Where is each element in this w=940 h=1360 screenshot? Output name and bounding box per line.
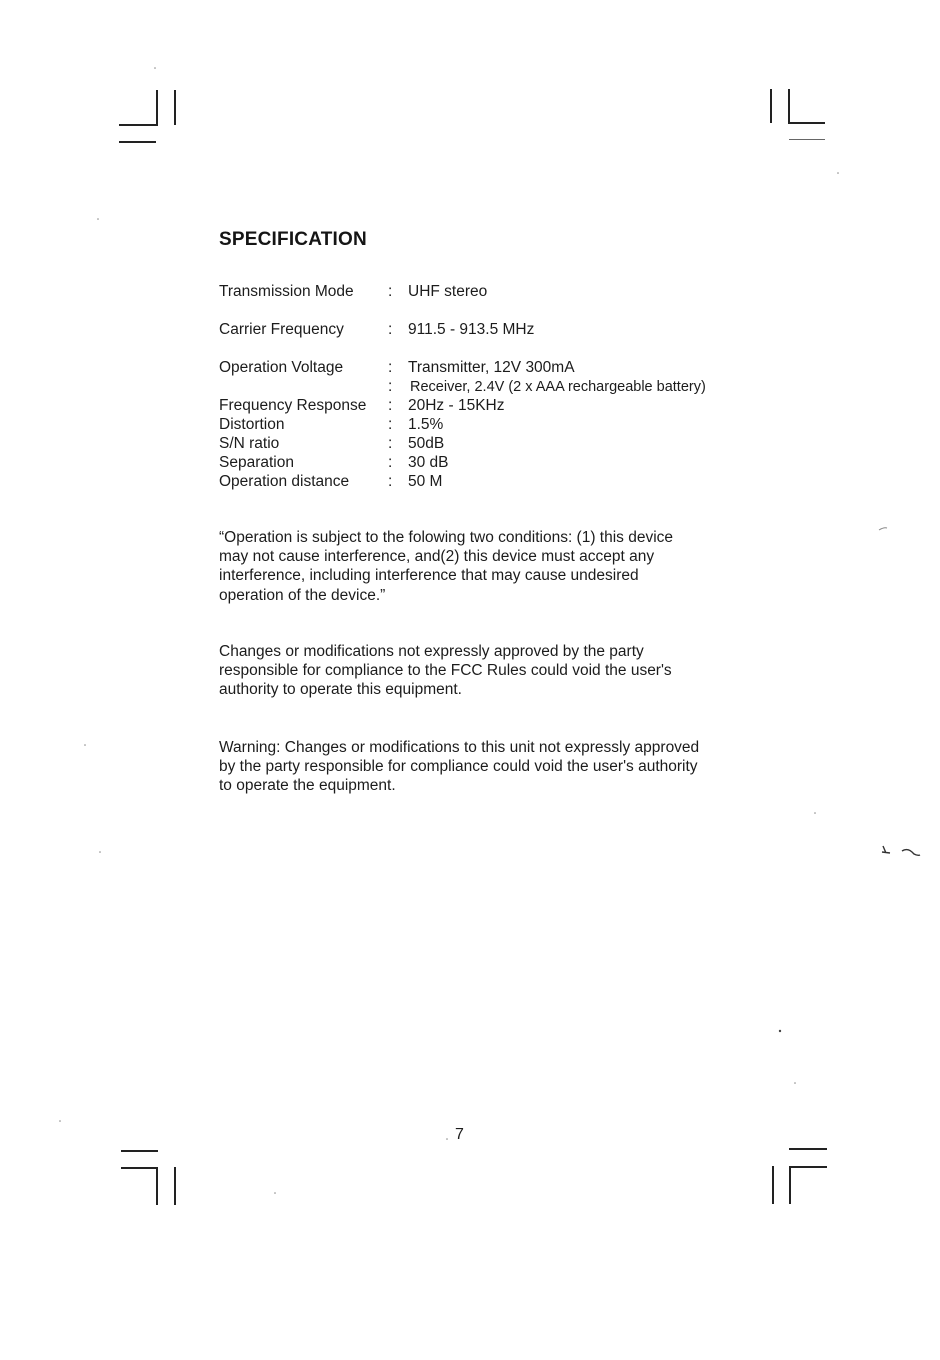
spec-value: 911.5 - 913.5 MHz xyxy=(408,321,535,338)
spec-value: UHF stereo xyxy=(408,283,488,300)
spec-value: 50dB xyxy=(408,435,445,452)
spec-colon: : xyxy=(388,283,393,300)
paragraph-line: “Operation is subject to the folowing two conditions: (1) this device xyxy=(219,529,674,546)
spec-colon: : xyxy=(388,378,393,395)
spec-value: Transmitter, 12V 300mA xyxy=(408,359,575,376)
spec-colon: : xyxy=(388,321,393,338)
modifications-paragraph xyxy=(219,642,739,700)
paragraph-line: interference, including interference that may cause undesired xyxy=(219,567,639,585)
paragraph-line: authority to operate this equipment. xyxy=(219,681,462,699)
spec-colon: : xyxy=(388,359,393,376)
spec-label: Frequency Response xyxy=(219,397,367,414)
paragraph-line: responsible for compliance to the FCC Rules could void the user's xyxy=(219,662,672,680)
paragraph-line: Changes or modifications not expressly approved by the party xyxy=(219,643,644,660)
fcc-conditions-paragraph xyxy=(219,528,739,605)
paragraph-line: may not cause interference, and(2) this device must accept any xyxy=(219,548,655,566)
paragraph-line: to operate the equipment. xyxy=(219,777,396,795)
page-number: 7 xyxy=(455,1126,464,1143)
spec-label: S/N ratio xyxy=(219,435,280,452)
spec-label: Operation Voltage xyxy=(219,359,344,376)
spec-value: 1.5% xyxy=(408,416,444,433)
spec-value: Receiver, 2.4V (2 x AAA rechargeable battery) xyxy=(410,379,706,395)
section-heading: SPECIFICATION xyxy=(219,229,367,250)
spec-value: 30 dB xyxy=(408,454,449,471)
spec-label: Distortion xyxy=(219,416,285,433)
spec-label: Separation xyxy=(219,454,294,471)
paragraph-line: Warning: Changes or modifications to this unit not expressly approved xyxy=(219,739,700,756)
spec-label: Operation distance xyxy=(219,473,350,490)
spec-colon: : xyxy=(388,473,393,490)
spec-label: Carrier Frequency xyxy=(219,321,344,338)
spec-label: Transmission Mode xyxy=(219,283,354,300)
spec-value: 50 M xyxy=(408,473,443,490)
spec-colon: : xyxy=(388,416,393,433)
spec-colon: : xyxy=(388,454,393,471)
warning-paragraph xyxy=(219,738,739,796)
paragraph-line: operation of the device.” xyxy=(219,586,386,604)
spec-value: 20Hz - 15KHz xyxy=(408,397,505,414)
spec-colon: : xyxy=(388,435,393,452)
paragraph-line: by the party responsible for compliance could void the user's authority xyxy=(219,758,698,776)
spec-colon: : xyxy=(388,397,393,414)
